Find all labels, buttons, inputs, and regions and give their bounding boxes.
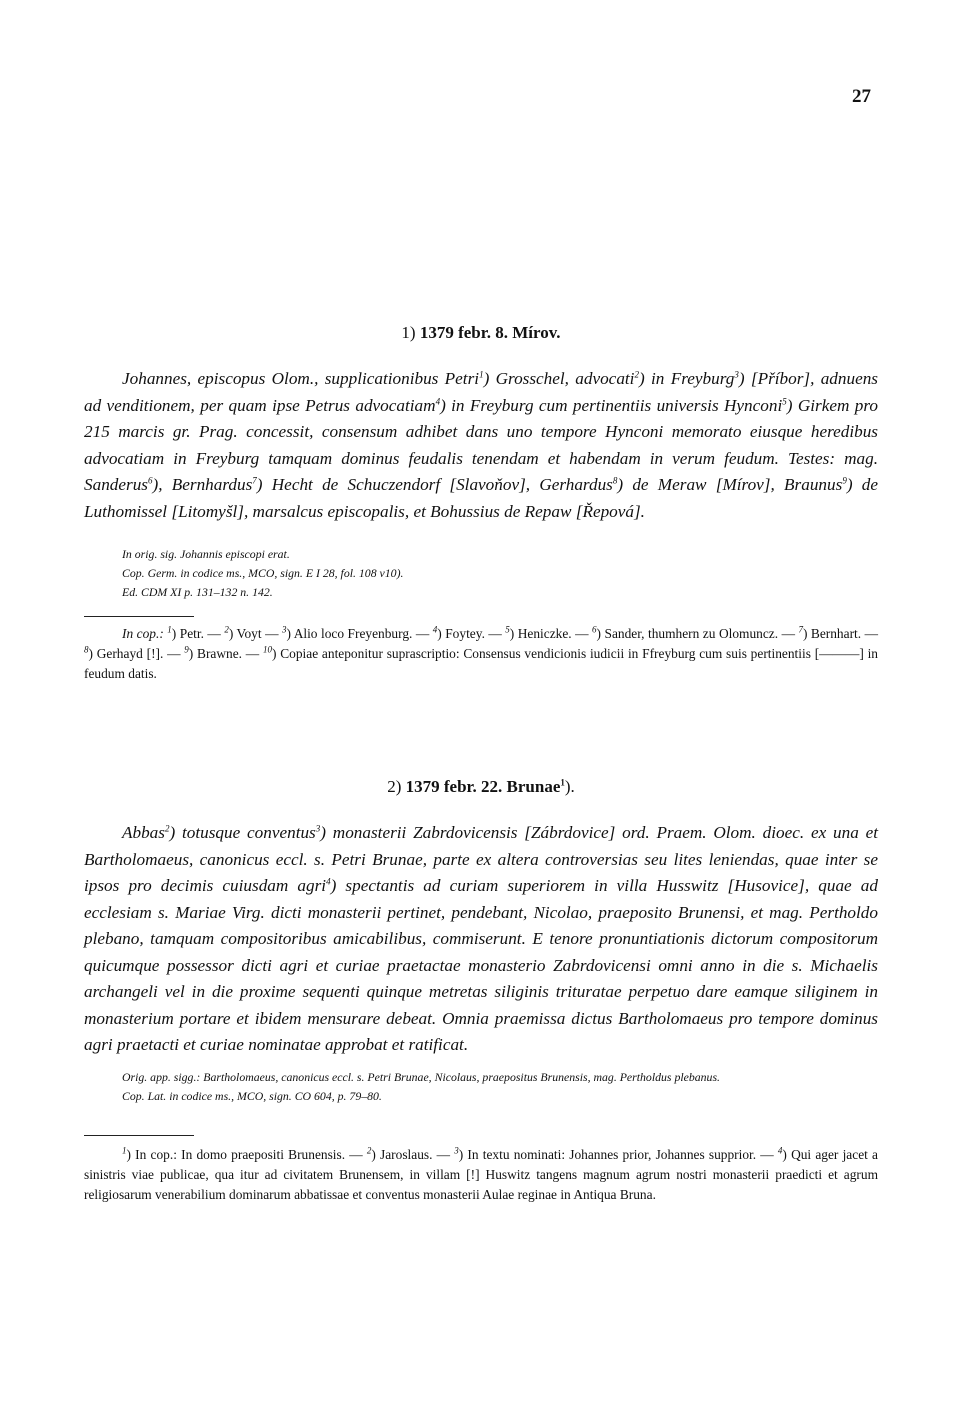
doc1-number: 1) [401,323,416,342]
doc2-regest-block [84,820,878,1059]
doc1-footnotes: In cop.: $^1$) Petr. — $^2$) Voyt — $^3$) Alio loco Freyenburg. — $^4$) Foytey. — $^5$) Heniczke. — $^6$) Sander, thumhern zu Olomuncz. — $^7$) Bernhart. — $^8$) Gerhayd [!]. — $^9$) Brawne. — $^{10}$) Copiae anteponitur suprascriptio: Consensus vendicionis iudicii in Ffreyburg cum suis pertinentiis [———] in feudum datis. [84,624,878,681]
doc2-number: 2) [387,777,402,796]
doc2-regest: Abbas$^2$) totusque conventus$^3$) monasterii Zabrdovicensis [Zábrdovice] ord. Praem. Olom. dioec. ex una et Bartholomaeus, canonicus eccl. s. Petri Brunae, parte ex altera controversias seu lites leniendas, quae inter se ipsos pro decimis cuiusdam agri$^4$) spectantis ad curiam superiorem in villa Husswitz [Husovice], quae ad ecclesiam s. Mariae Virg. dicti monasterii pertinet, pendebant, Nicolao, praeposito Brunensi, et mag. Pertholdo plebano, tamquam compositoribus amicabilibus, commiserunt. E tenore pronuntiationis dictorum compositorum quicumque possessor dicti agri et curiae praetactae monasterio Zabrdovicensi omni anno in die s. Michaelis archangeli vel in die proxime sequenti quinque metretas siliginis trituratae perpetuo dare eamque siliginem in monasterium portare et ibidem mensurare debeat. Omnia praemissa dictus Bartholomaeus pro tempore dominus agri praetacti et curiae nominatae approbat et ratificat. [84,823,878,1054]
doc2-heading: 2) 1379 febr. 22. Brunae$^1$). [387,777,575,796]
doc1-footnote-rule [84,616,194,617]
doc2-footnotes: $^1$) In cop.: In domo praepositi Brunensis. — $^2$) Jaroslaus. — $^3$) In textu nominati: Johannes prior, Johannes supprior. — $^4$) Qui ager jacet a sinistris viae publicae, qua itur ad civitatem Brunensem, in villam [!] Huswitz tangens magnum agrum nostri monasterii praedicti et agrum religiosarum venerabilium dominarum abbatissae et conventus monasterii Aulae reginae in Antiqua Bruna. [84,1145,878,1202]
doc1-note-copy: Cop. Germ. in codice ms., MCO, sign. E I 28, fol. 108 v10). [122,566,404,580]
doc2-date-place: 1379 febr. 22. Brunae [405,777,561,796]
doc2-notes [84,1068,878,1106]
doc1-note-edition: Ed. CDM XI p. 131–132 n. 142. [122,585,273,599]
doc1-heading [84,323,878,343]
doc2-footnotes-block [84,1145,878,1205]
doc2-note-copy: Cop. Lat. in codice ms., MCO, sign. CO 604, p. 79–80. [122,1089,382,1103]
doc1-notes [84,545,878,602]
doc1-date-place: 1379 febr. 8. Mírov. [419,323,561,342]
doc1-regest: Johannes, episcopus Olom., supplicationibus Petri$^1$) Grosschel, advocati$^2$) in Freyburg$^3$) [Příbor], adnuens ad venditionem, per quam ipse Petrus advocatiam$^4$) in Freyburg cum pertinentiis universis Hynconi$^5$) Girkem pro 215 marcis gr. Prag. concessit, consensum adhibet dans uno tempore Hynconi memorato eiusque heredibus advocatiam in Freyburg tamquam dominus feudalis tenendam et habendam in verum feudum. Testes: mag. Sanderus$^6$), Bernhardus$^7$) Hecht de Schuczendorf [Slavoňov], Gerhardus$^8$) de Meraw [Mírov], Braunus$^9$) de Luthomissel [Litomyšl], marsalcus episcopalis, et Bohussius de Repaw [Řepová]. [84,369,879,521]
page-number: 27 [852,86,871,107]
doc1-footnotes-block [84,624,878,684]
doc1-regest-block [84,366,878,525]
doc2-heading-footnote-mark: 1 [560,777,565,788]
doc2-note-original: Orig. app. sigg.: Bartholomaeus, canonicus eccl. s. Petri Brunae, Nicolaus, praepositus Brunensis, mag. Pertholdus plebanus. [122,1070,720,1084]
doc1-note-seal: In orig. sig. Johannis episcopi erat. [122,547,290,561]
doc2-footnote-rule [84,1135,194,1136]
